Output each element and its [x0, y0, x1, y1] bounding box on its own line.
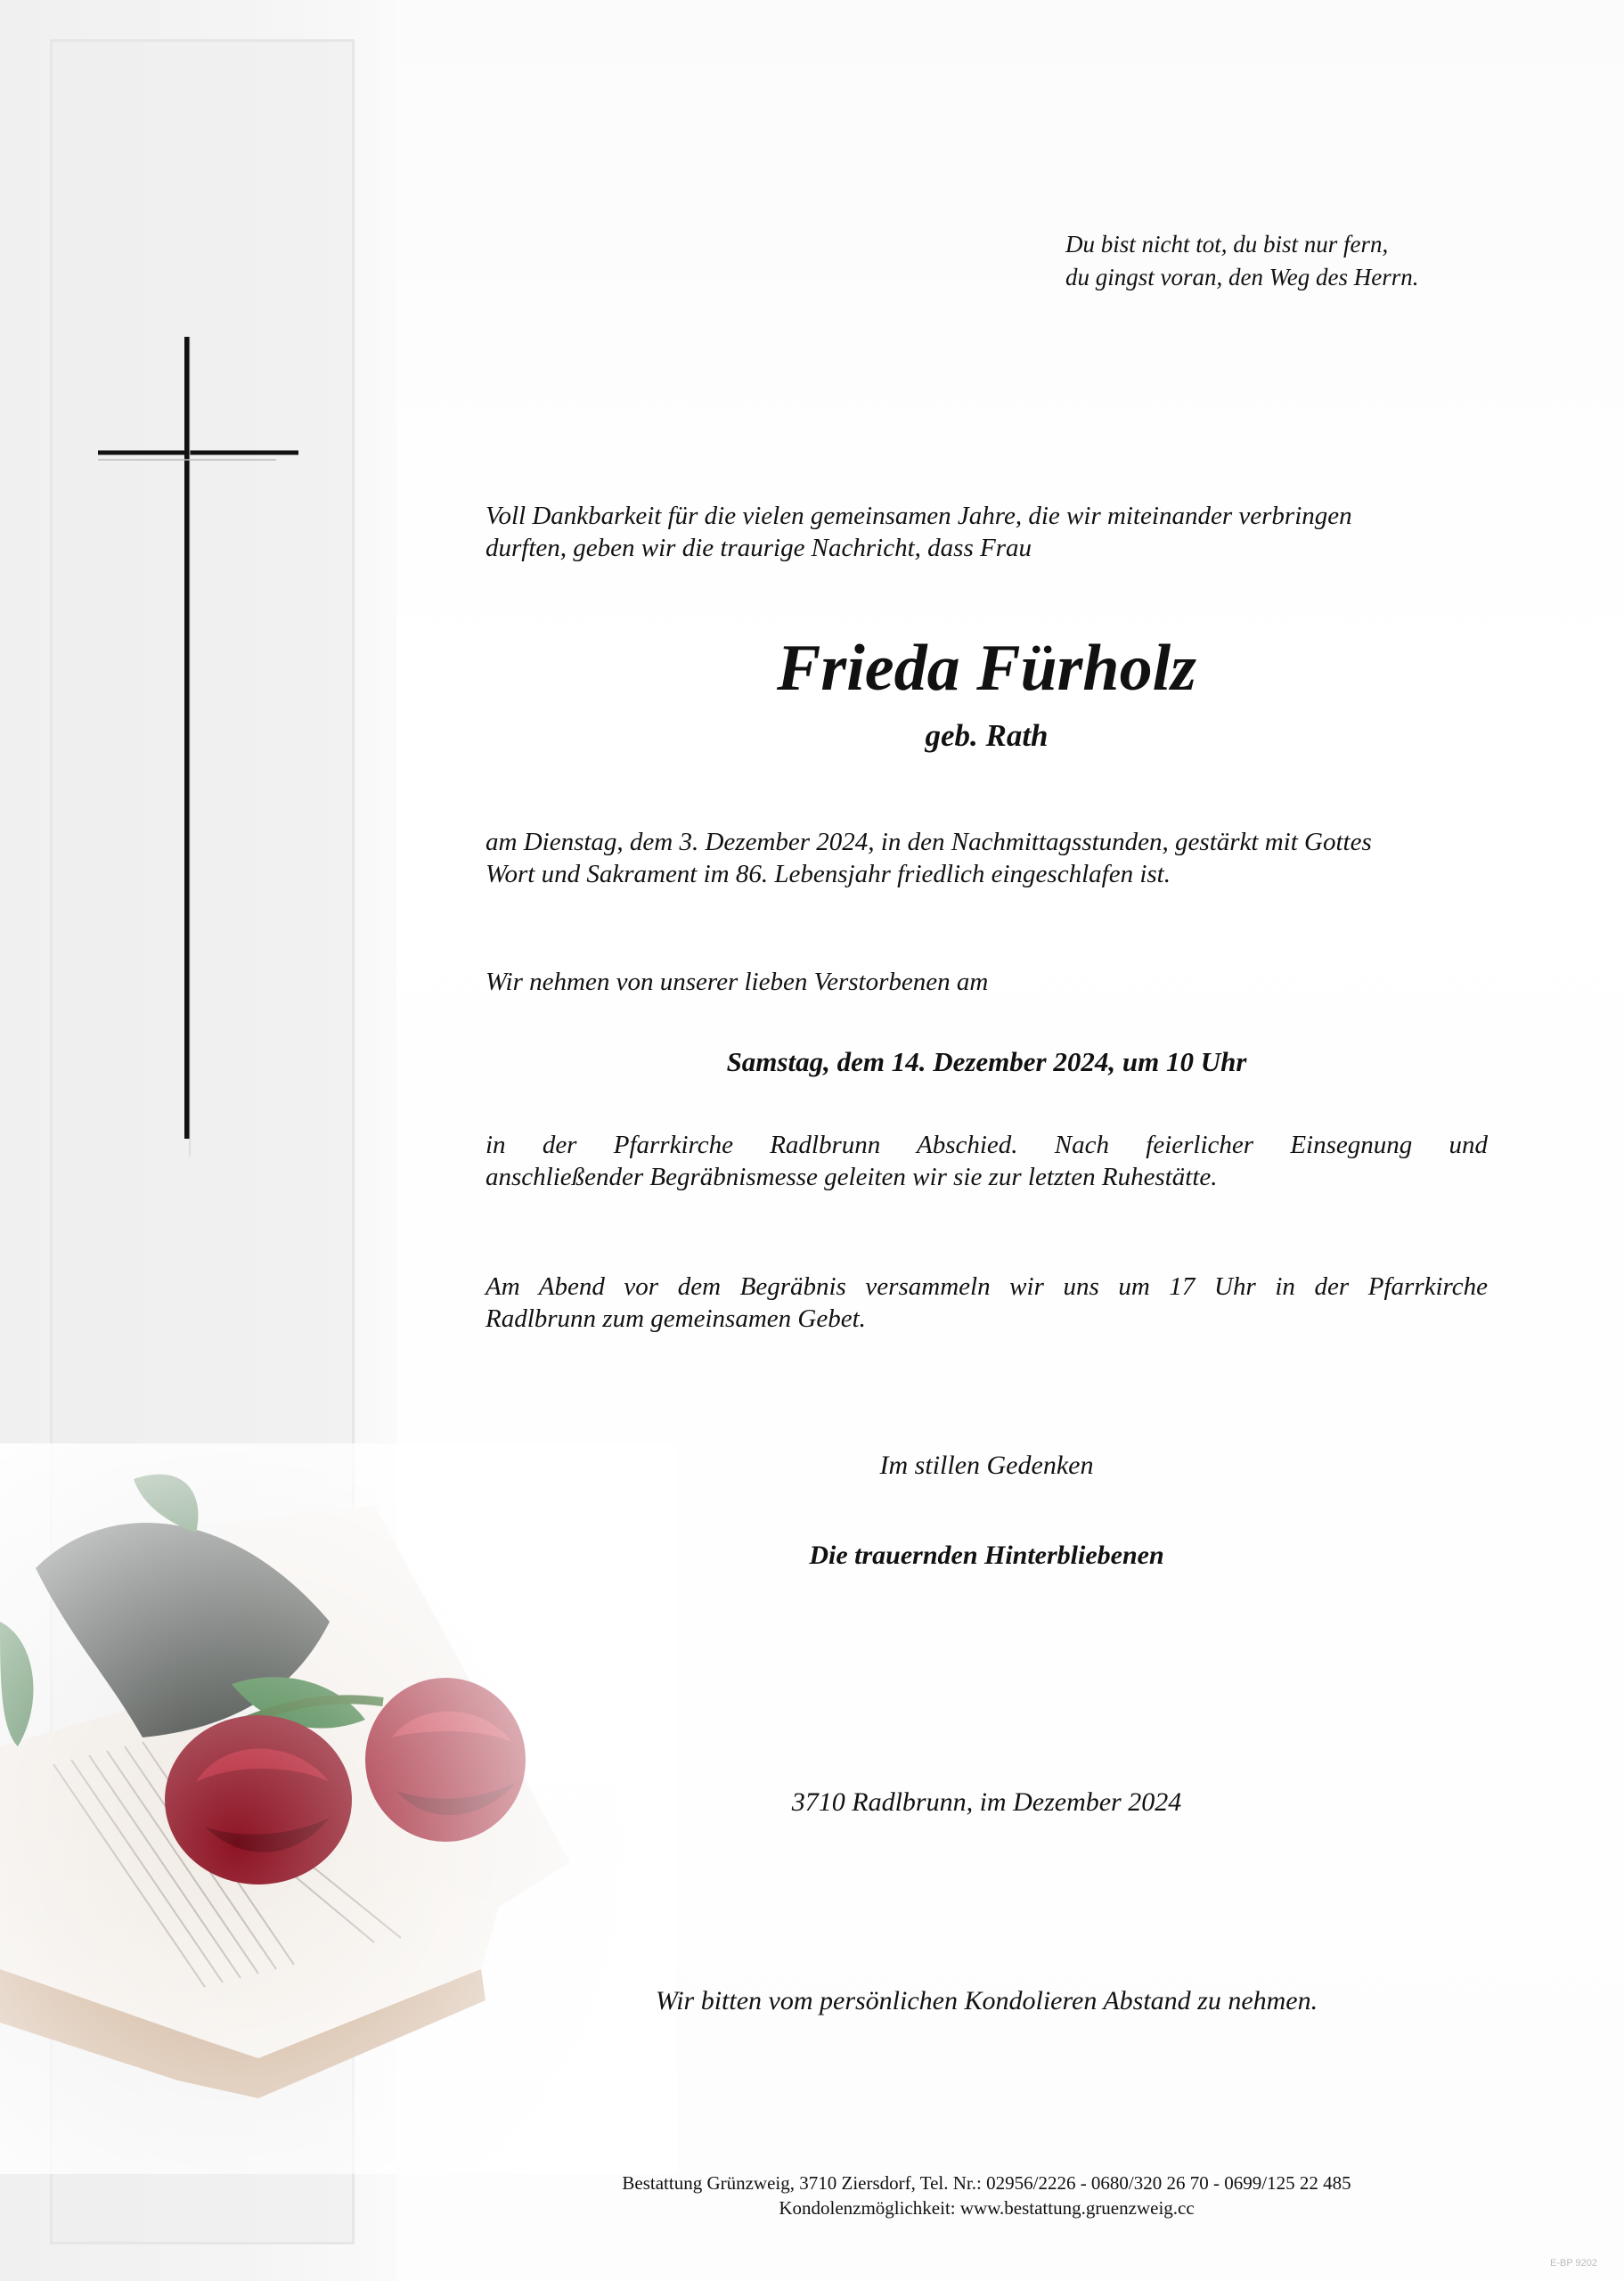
condolence-request: Wir bitten vom persönlichen Kondolieren Abstand zu nehmen. — [655, 1986, 1318, 2015]
funeral-line: anschließender Begräbnismesse geleiten wir sie zur letzten Ruhestätte. — [486, 1163, 1218, 1191]
farewell-intro: Wir nehmen von unserer lieben Verstorbenen am — [486, 968, 989, 996]
undertaker-footer — [486, 2171, 1488, 2220]
prayer-line: Am Abend vor dem Begräbnis versammeln wir uns um 17 Uhr in der Pfarrkirche — [486, 1272, 1488, 1301]
intro-paragraph — [486, 500, 1488, 564]
intro-line: durften, geben wir die traurige Nachricht, dass Frau — [486, 534, 1032, 562]
maiden-name: geb. Rath — [925, 718, 1049, 753]
footer-website: Kondolenzmöglichkeit: www.bestattung.gruenzweig.cc — [779, 2197, 1195, 2219]
motto-line: Du bist nicht tot, du bist nur fern, — [1065, 231, 1389, 258]
motto-verse — [1065, 228, 1529, 294]
prayer-line: Radlbrunn zum gemeinsamen Gebet. — [486, 1304, 866, 1333]
funeral-date: Samstag, dem 14. Dezember 2024, um 10 Uhr — [726, 1046, 1247, 1077]
motto-line: du gingst voran, den Weg des Herrn. — [1065, 264, 1419, 290]
funeral-paragraph — [486, 1129, 1488, 1193]
prayer-paragraph — [486, 1271, 1488, 1335]
intro-line: Voll Dankbarkeit für die vielen gemeinsamen Jahre, die wir miteinander verbringen — [486, 502, 1352, 530]
death-line: Wort und Sakrament im 86. Lebensjahr friedlich eingeschlafen ist. — [486, 860, 1171, 888]
mourners-line: Die trauernden Hinterbliebenen — [809, 1541, 1164, 1570]
gedenken-line: Im stillen Gedenken — [879, 1451, 1094, 1480]
cross-icon — [98, 337, 312, 1157]
funeral-line: in der Pfarrkirche Radlbrunn Abschied. Nach feierlicher Einsegnung und — [486, 1131, 1488, 1159]
deceased-name: Frieda Fürholz — [777, 632, 1196, 705]
footer-contact: Bestattung Grünzweig, 3710 Ziersdorf, Tel. Nr.: 02956/2226 - 0680/320 26 70 - 0699/125 22 485 — [622, 2172, 1351, 2194]
place-date: 3710 Radlbrunn, im Dezember 2024 — [791, 1787, 1182, 1817]
death-line: am Dienstag, dem 3. Dezember 2024, in den Nachmittagsstunden, gestärkt mit Gottes — [486, 828, 1372, 856]
corner-code: E-BP 9202 — [1549, 2258, 1597, 2269]
death-paragraph — [486, 826, 1488, 890]
